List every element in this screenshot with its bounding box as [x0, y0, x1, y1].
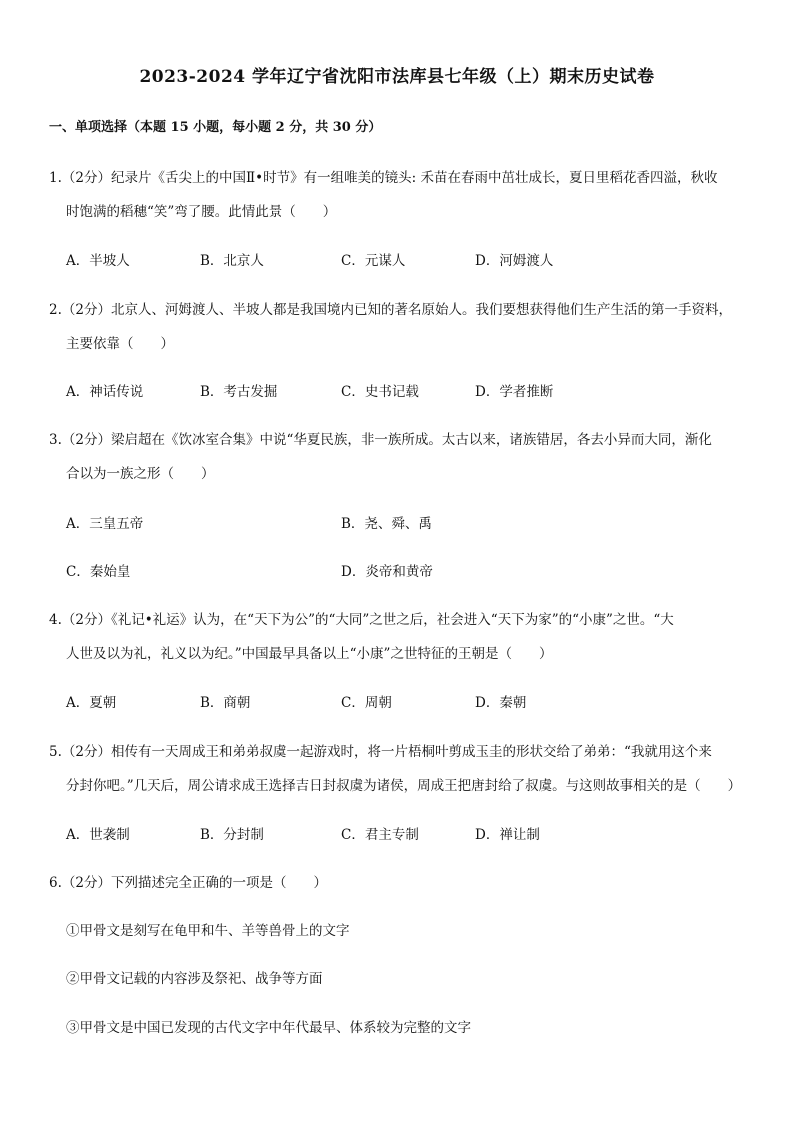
question-1-option-a[interactable]: A．半坡人 — [66, 253, 130, 269]
question-1-option-d[interactable]: D．河姆渡人 — [475, 253, 554, 269]
question-6-statement-2: ②甲骨文记载的内容涉及祭祀、战争等方面 — [66, 971, 323, 987]
question-1-line-1: 1.（2分）纪录片《舌尖上的中国Ⅱ•时节》有一组唯美的镜头: 禾苗在春雨中茁壮成长，夏日里稻花香四溢，秋收 — [49, 170, 718, 186]
question-3-option-c[interactable]: C．秦始皇 — [66, 564, 131, 580]
question-6-line-1: 6.（2分）下列描述完全正确的一项是（ ） — [49, 875, 327, 891]
question-3-line-1: 3.（2分）梁启超在《饮冰室合集》中说“华夏民族，非一族所成。太古以来，诸族错居，各去小异而大同，渐化 — [49, 432, 712, 448]
question-2-option-b[interactable]: B．考古发掘 — [200, 384, 278, 400]
question-5-option-d[interactable]: D．禅让制 — [475, 827, 540, 843]
question-5-option-a[interactable]: A．世袭制 — [66, 827, 130, 843]
question-6-statement-1: ①甲骨文是刻写在龟甲和牛、羊等兽骨上的文字 — [66, 923, 350, 939]
section-heading: 一、单项选择（本题 15 小题，每小题 2 分，共 30 分） — [49, 120, 382, 135]
question-1-option-c[interactable]: C．元谋人 — [341, 253, 406, 269]
question-5-option-c[interactable]: C．君主专制 — [341, 827, 419, 843]
question-5-option-b[interactable]: B．分封制 — [200, 827, 264, 843]
question-2-line-1: 2.（2分）北京人、河姆渡人、半坡人都是我国境内已知的著名原始人。我们要想获得他们生产生活的第一手资料， — [49, 302, 732, 318]
question-4-option-a[interactable]: A．夏朝 — [66, 695, 117, 711]
question-2-option-c[interactable]: C．史书记载 — [341, 384, 419, 400]
question-2-line-2: 主要依靠（ ） — [66, 336, 174, 352]
question-2-option-d[interactable]: D．学者推断 — [475, 384, 554, 400]
question-1-option-b[interactable]: B．北京人 — [200, 253, 264, 269]
question-3-option-b[interactable]: B．尧、舜、禹 — [341, 516, 432, 532]
question-4-line-1: 4.（2分）《礼记•礼运》认为，在“天下为公”的“大同”之世之后，社会进入“天下为家”的“小康”之世。“大 — [49, 612, 674, 628]
exam-title: 2023-2024 学年辽宁省沈阳市法库县七年级（上）期末历史试卷 — [139, 67, 655, 87]
question-5-line-2: 分封你吧。”几天后，周公请求成王选择吉日封叔虞为诸侯，周成王把唐封给了叔虞。与这则故事相关的是（ ） — [66, 778, 742, 794]
question-3-option-d[interactable]: D．炎帝和黄帝 — [341, 564, 433, 580]
question-3-option-a[interactable]: A．三皇五帝 — [66, 516, 144, 532]
question-4-line-2: 人世及以为礼，礼义以为纪。”中国最早具备以上“小康”之世特征的王朝是（ ） — [66, 646, 553, 662]
question-2-option-a[interactable]: A．神话传说 — [66, 384, 144, 400]
question-3-line-2: 合以为一族之形（ ） — [66, 466, 215, 482]
question-4-option-b[interactable]: B．商朝 — [200, 695, 251, 711]
question-4-option-c[interactable]: C．周朝 — [341, 695, 392, 711]
question-6-statement-3: ③甲骨文是中国已发现的古代文字中年代最早、体系较为完整的文字 — [66, 1020, 471, 1036]
question-4-option-d[interactable]: D．秦朝 — [475, 695, 527, 711]
question-5-line-1: 5.（2分）相传有一天周成王和弟弟叔虞一起游戏时，将一片梧桐叶剪成玉圭的形状交给了弟弟：“我就用这个来 — [49, 744, 712, 760]
question-1-line-2: 时饱满的稻穗“笑”弯了腰。此情此景（ ） — [66, 204, 337, 220]
